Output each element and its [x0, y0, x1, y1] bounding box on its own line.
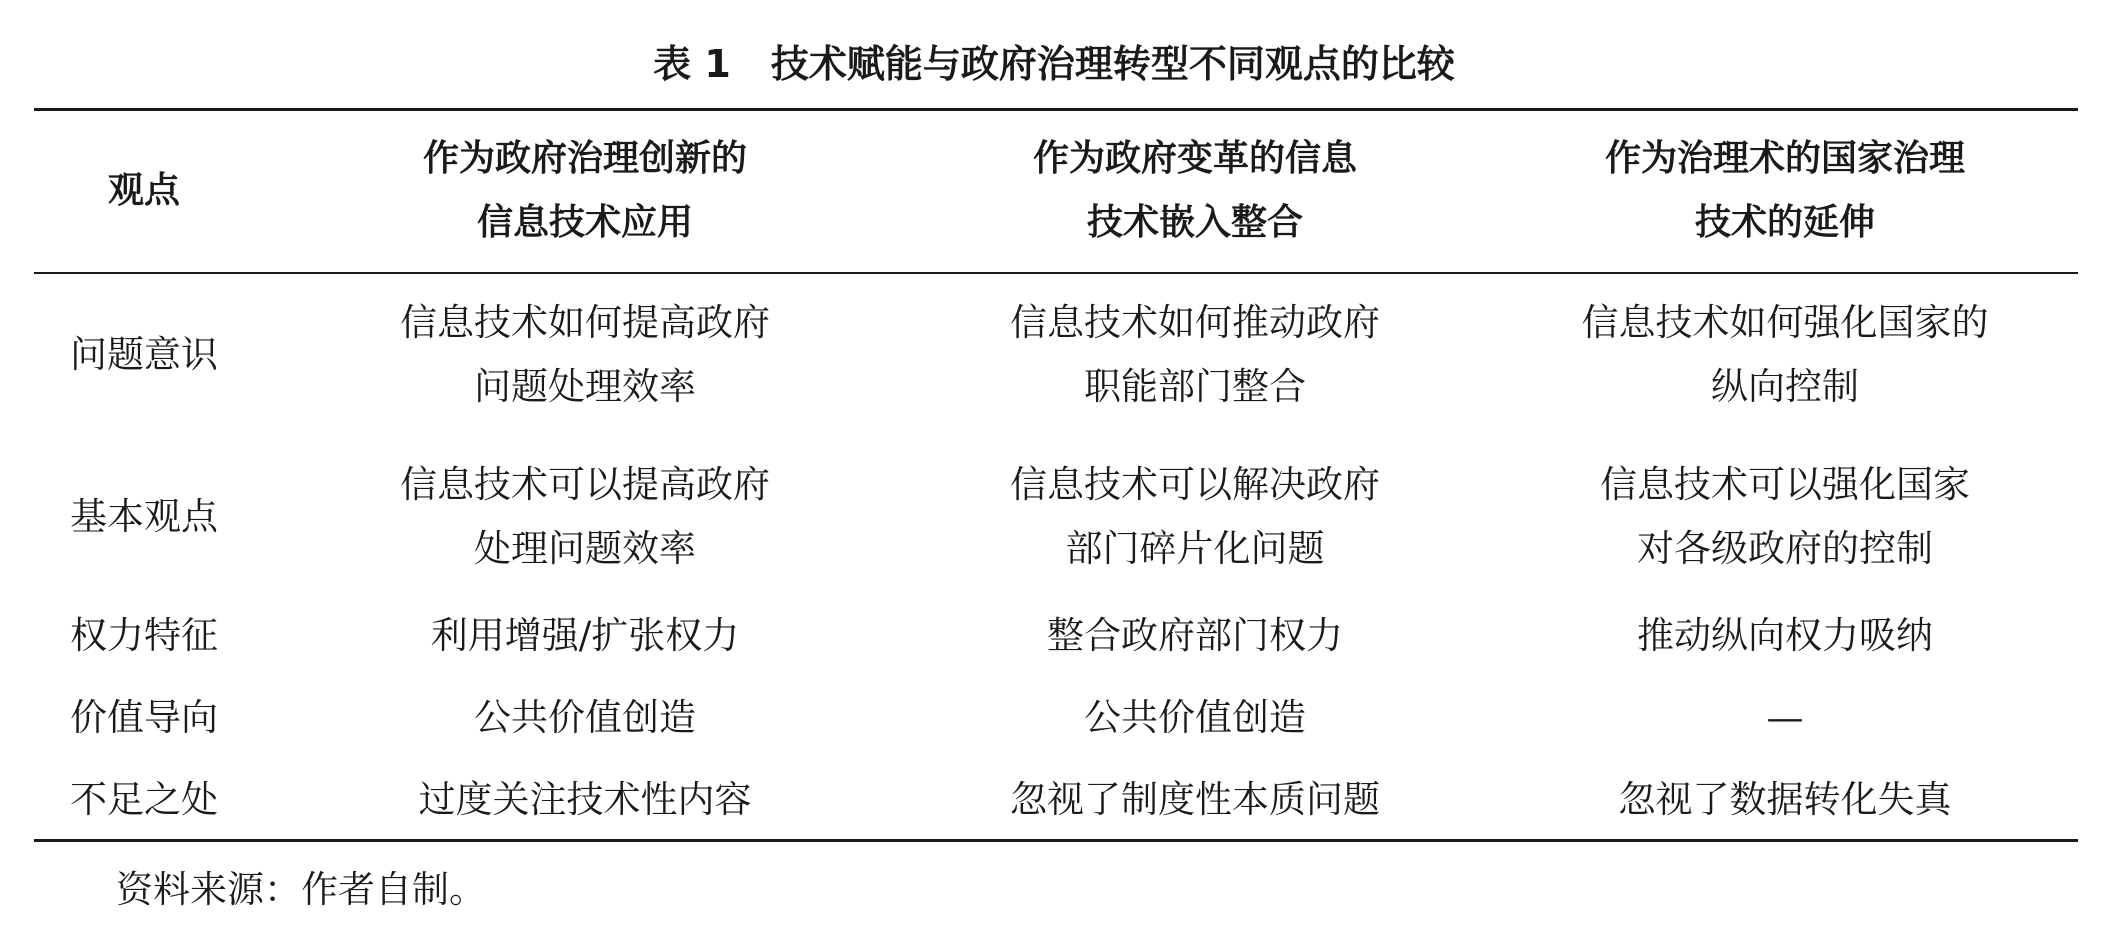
table-header-rule	[34, 272, 2078, 274]
table-bottom-rule	[34, 839, 2078, 842]
cell-line: 信息技术如何提高政府	[400, 301, 770, 344]
cell-shortcomings-col2	[900, 768, 1490, 832]
cell-line: 整合政府部门权力	[1047, 614, 1343, 657]
table-top-rule	[34, 108, 2078, 111]
cell-line: 信息技术可以提高政府	[400, 463, 770, 506]
cell-line: 公共价值创造	[474, 696, 696, 739]
row-label-basic-view	[70, 452, 270, 582]
cell-value-orientation-col1	[290, 686, 880, 750]
cell-problem-awareness-col1	[290, 290, 880, 420]
header-col3	[1500, 126, 2070, 256]
cell-line: 纵向控制	[1711, 365, 1859, 408]
cell-power-feature-col3	[1500, 604, 2070, 668]
table-caption	[0, 36, 2108, 92]
cell-power-feature-col1	[290, 604, 880, 668]
header-col1-line1: 作为政府治理创新的	[422, 138, 747, 179]
header-label-text: 观点	[108, 170, 181, 211]
row-label-text: 不足之处	[70, 778, 218, 821]
cell-problem-awareness-col3	[1500, 290, 2070, 420]
row-label-text: 权力特征	[70, 614, 218, 657]
cell-line: 忽视了数据转化失真	[1618, 778, 1952, 821]
cell-value-orientation-col3	[1500, 686, 2070, 750]
header-col1-line2: 信息技术应用	[476, 202, 693, 243]
header-col2-line1: 作为政府变革的信息	[1032, 138, 1357, 179]
cell-line: 职能部门整合	[1084, 365, 1306, 408]
cell-line: 推动纵向权力吸纳	[1637, 614, 1933, 657]
table-caption-number: 表 1	[653, 42, 731, 86]
row-label-text: 价值导向	[70, 696, 218, 739]
cell-line: 处理问题效率	[474, 527, 696, 570]
header-col3-line1: 作为治理术的国家治理	[1604, 138, 1965, 179]
row-label-shortcomings	[70, 768, 270, 832]
cell-line: 信息技术如何推动政府	[1010, 301, 1380, 344]
cell-line: 忽视了制度性本质问题	[1010, 778, 1380, 821]
header-col2	[900, 126, 1490, 256]
row-label-power-feature	[70, 604, 270, 668]
cell-line: 问题处理效率	[474, 365, 696, 408]
cell-line: 对各级政府的控制	[1637, 527, 1933, 570]
cell-line: 信息技术可以强化国家	[1600, 463, 1970, 506]
cell-line: 部门碎片化问题	[1065, 527, 1325, 570]
source-note: 资料来源：作者自制。	[116, 868, 486, 911]
cell-shortcomings-col3	[1500, 768, 2070, 832]
header-col1	[290, 126, 880, 256]
cell-basic-view-col2	[900, 452, 1490, 582]
cell-line: 信息技术如何强化国家的	[1581, 301, 1989, 344]
cell-line: 信息技术可以解决政府	[1010, 463, 1380, 506]
row-label-text: 基本观点	[70, 495, 218, 538]
row-label-text: 问题意识	[70, 333, 218, 376]
row-label-problem-awareness	[70, 290, 270, 420]
cell-line: 过度关注技术性内容	[418, 778, 752, 821]
row-label-value-orientation	[70, 686, 270, 750]
cell-shortcomings-col1	[290, 768, 880, 832]
header-label	[108, 126, 308, 256]
cell-line: —	[1766, 696, 1804, 739]
table-caption-title: 技术赋能与政府治理转型不同观点的比较	[770, 42, 1455, 86]
cell-line: 公共价值创造	[1084, 696, 1306, 739]
cell-basic-view-col1	[290, 452, 880, 582]
cell-problem-awareness-col2	[900, 290, 1490, 420]
header-col3-line2: 技术的延伸	[1694, 202, 1875, 243]
cell-value-orientation-col2	[900, 686, 1490, 750]
cell-basic-view-col3	[1500, 452, 2070, 582]
header-col2-line2: 技术嵌入整合	[1086, 202, 1303, 243]
cell-power-feature-col2	[900, 604, 1490, 668]
cell-line: 利用增强/扩张权力	[430, 614, 740, 657]
